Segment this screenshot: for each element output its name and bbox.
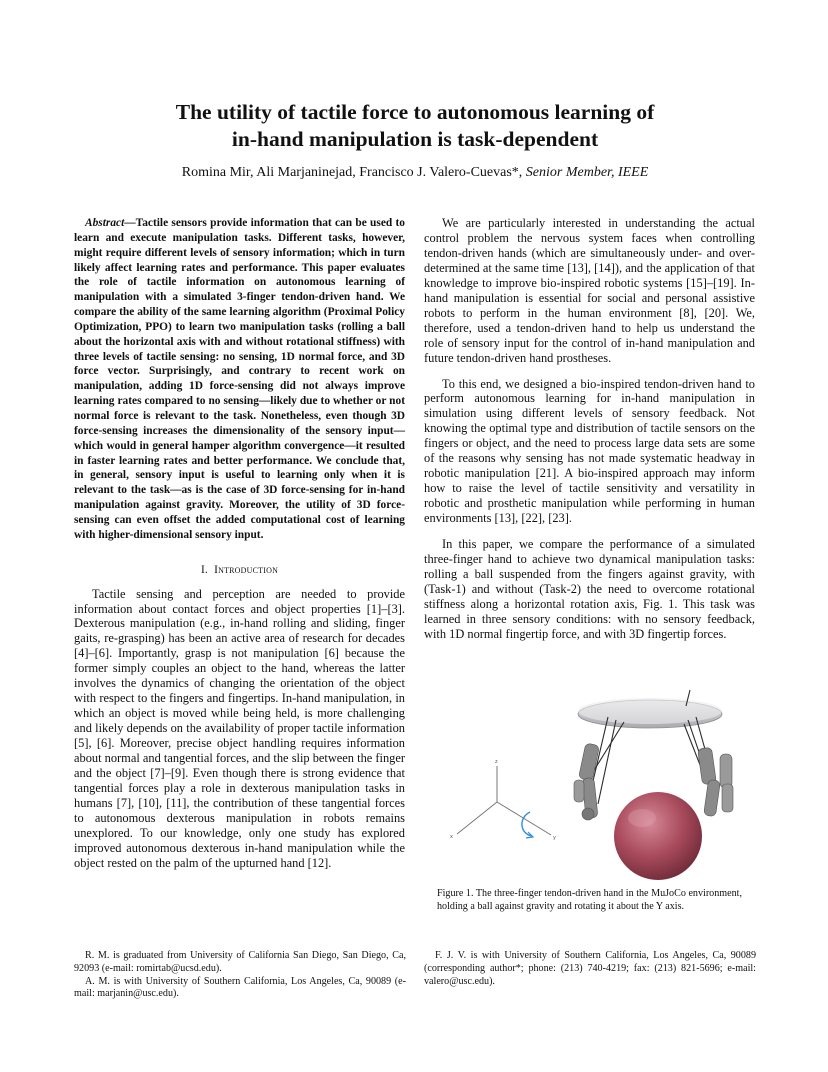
- author-membership: Senior Member, IEEE: [525, 165, 649, 180]
- abstract-label: Abstract: [85, 217, 125, 229]
- finger-right: [698, 747, 733, 816]
- footnote-author-am: A. M. is with University of Southern California, Los Angeles, Ca, 90089 (e-mail: marjanin@usc.edu).: [74, 975, 406, 1000]
- body-paragraph-1: We are particularly interested in understanding the actual control problem the nervous system faces when controlling tendon-driven hands (which are simultaneously under- and over-determined at the same time [13], [14]), and the application of that knowledge to improve bio-inspired robotic systems [15]–[19]. In-hand manipulation is essential for social and personal assistive robots to perform in the human environment [8], [20]. We, therefore, used a tendon-driven hand to help us understand the role of sensory input for the control of in-hand manipulation and future tendon-driven hand prostheses.: [424, 216, 755, 365]
- axis-y-label: y: [553, 835, 556, 841]
- axes-triad: [450, 759, 556, 841]
- manipulated-ball: [614, 792, 702, 880]
- axis-z-label: z: [495, 759, 498, 765]
- support-disk: [578, 698, 722, 728]
- footnote-author-fjv: F. J. V. is with University of Southern California, Los Angeles, Ca, 90089 (corresponding author*; phone: (213) 740-4219; fax: (213) 821-5696; e-mail: valero@usc.edu).: [424, 950, 756, 987]
- left-column: [74, 216, 405, 871]
- body-paragraph-2: To this end, we designed a bio-inspired tendon-driven hand to perform autonomous learning for in-hand manipulation in simulation using different levels of sensory feedback. Not knowing the optimal type and distribution of tactile sensors on the fingers or object, and the need to process large data sets are some of the reasons why sensing has not made systematic headway in robotic manipulation [21]. A bio-inspired approach may inform how to raise the level of tactile sensitivity and versatility in robotic and prosthetic manipulation while performing in human environments [13], [22], [23].: [424, 376, 755, 526]
- right-column: [424, 216, 755, 653]
- hand-simulation-illustration: [438, 684, 756, 880]
- footnote-author-rm: R. M. is graduated from University of California San Diego, San Diego, Ca, 92093 (e-mail: romirtab@ucsd.edu).: [74, 950, 406, 974]
- intro-paragraph-1: Tactile sensing and perception are needed to provide information about contact forces and object properties [1]–[3]. Dexterous manipulation (e.g., in-hand rolling and sliding, finger gaits, re-grasping) has been an active area of research for decades [4]–[6]. Importantly, grasp is not manipulation [6] because the former simply couples an object to the hand, whereas the latter involves the dynamics of changing the orientation of the object with respect to the fingers and fingertips. In-hand manipulation, in which an object is moved while being held, is more challenging and likely depends on the availability of proper tactile information [5], [6]. Moreover, precise object handling requires information about normal and tangential forces, and the slip between the finger and the object [7]–[9]. Even though there is strong evidence that tangential forces play a role in dexterous manipulation tasks in humans [7], [10], [11], the contribution of these tangential forces to autonomous dexterous manipulation in robots remains unexplored. To our knowledge, only one study has explored improved autonomous dexterous in-hand manipulation while the object rested on the palm of the upturned hand [12].: [74, 586, 405, 870]
- title-line-2: in-hand manipulation is task-dependent: [231, 127, 599, 151]
- figure-caption: Figure 1. The three-finger tendon-driven hand in the MuJoCo environment, holding a ball against gravity and rotating it about the Y axis.: [437, 888, 742, 912]
- paper-title: [60, 99, 770, 153]
- figure-1: [438, 684, 756, 880]
- finger-left: [574, 743, 600, 820]
- section-title: Introduction: [214, 563, 279, 576]
- rotation-arrow-icon: [522, 812, 532, 836]
- body-paragraph-3: In this paper, we compare the performance of a simulated three-finger hand to achieve two dynamical manipulation tasks: rolling a ball suspended from the fingers against gravity, with (Task-1) and without (Task-2) the need to overcome rotational stiffness along a horizontal rotation axis, Fig. 1. This task was learned in three sensory conditions: with no sensory feedback, with 1D normal fingertip force, and with 3D fingertip forces.: [424, 537, 755, 641]
- footnote-left: [74, 950, 406, 1001]
- footnote-right: [424, 950, 756, 988]
- author-list: [60, 164, 770, 182]
- title-line-1: The utility of tactile force to autonomous learning of: [175, 100, 655, 124]
- abstract: [74, 216, 405, 543]
- author-names: Romina Mir, Ali Marjaninejad, Francisco J. Valero-Cuevas*,: [181, 165, 526, 180]
- section-heading-introduction: [74, 563, 405, 577]
- axis-x-label: x: [450, 834, 453, 840]
- section-number: I.: [200, 563, 208, 576]
- abstract-text: —Tactile sensors provide information that can be used to learn and execute manipulation tasks. Different tasks, however, might require different levels of sensory information; which in turn likely affect learning rates and performance. This paper evaluates the role of tactile information on autonomous learning of manipulation with a simulated 3-finger tendon-driven hand. We compare the ability of the same learning algorithm (Proximal Policy Optimization, PPO) to learn two manipulation tasks (rolling a ball about the horizontal axis with and without rotational stiffness) with three levels of tactile sensing: no sensing, 1D normal force, and 3D force vector. Surprisingly, and contrary to recent work on manipulation, adding 1D force-sensing did not always improve learning rates compared to no sensing—likely due to whether or not normal force is relevant to the task. Nonetheless, even though 3D force-sensing increases the dimensionality of the sensory input—which would in general hamper algorithm convergence—it resulted in faster learning rates and better performance. We conclude that, in general, sensory input is useful to learning only when it is relevant to the task—as is the case of 3D force-sensing for in-hand manipulation against gravity. Moreover, the utility of 3D force-sensing can even offset the added computational cost of learning with higher-dimensional sensory input.: [74, 217, 405, 541]
